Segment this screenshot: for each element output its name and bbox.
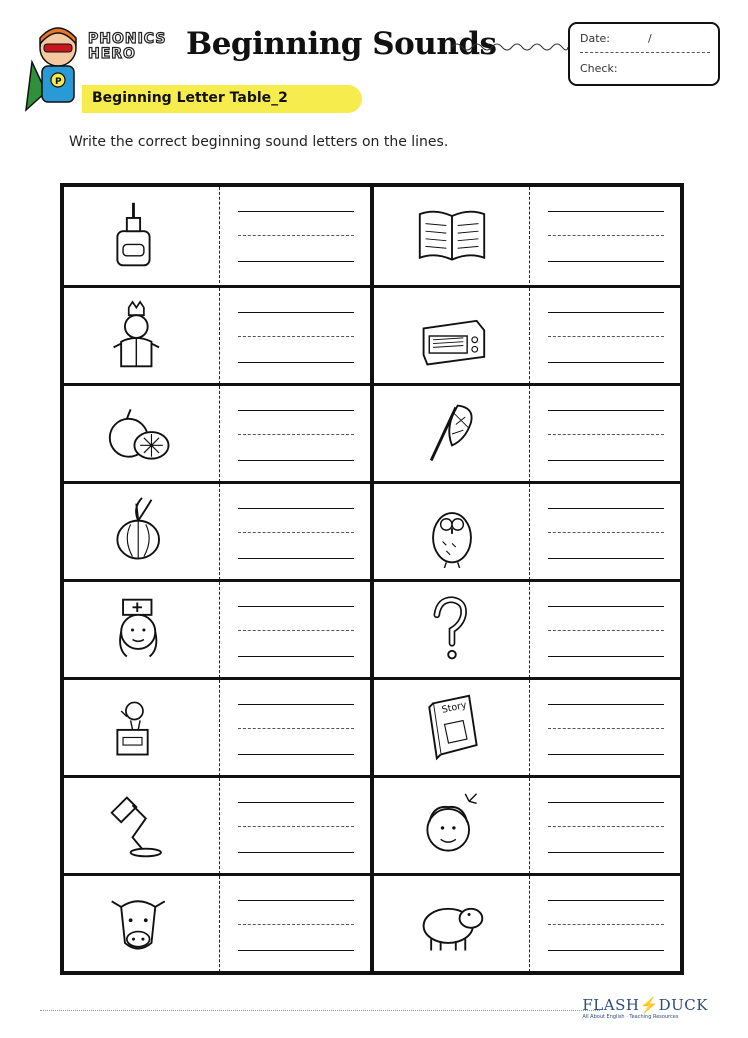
table-row-left-1 bbox=[64, 187, 370, 283]
table-row-right-4 bbox=[374, 481, 680, 577]
writing-line-bot bbox=[548, 261, 664, 262]
worksheet-header bbox=[0, 0, 748, 130]
writing-line-top bbox=[238, 508, 354, 509]
writing-line-top bbox=[548, 704, 664, 705]
footer-rule bbox=[40, 1010, 600, 1011]
writing-line-bot bbox=[548, 460, 664, 461]
butterfly-net-icon bbox=[412, 398, 492, 470]
writing-line-mid bbox=[238, 728, 354, 729]
table-row-right-7 bbox=[374, 775, 680, 871]
picture-cell bbox=[374, 386, 530, 482]
writing-line-mid bbox=[548, 336, 664, 337]
writing-line-bot bbox=[548, 754, 664, 755]
writing-line-top bbox=[238, 211, 354, 212]
date-row[interactable] bbox=[580, 32, 710, 53]
table-row-left-8 bbox=[64, 873, 370, 969]
writing-line-top bbox=[548, 410, 664, 411]
writing-line-bot bbox=[238, 754, 354, 755]
writing-line-top bbox=[238, 606, 354, 607]
nurse-icon bbox=[102, 594, 182, 666]
writing-line-mid bbox=[548, 235, 664, 236]
date-label: Date: bbox=[580, 32, 610, 45]
picture-cell bbox=[374, 876, 530, 972]
writing-line-top bbox=[238, 802, 354, 803]
picture-cell bbox=[64, 288, 220, 384]
logo-word-2: DUCK bbox=[658, 996, 708, 1014]
table-row-left-2 bbox=[64, 285, 370, 381]
left-column bbox=[64, 187, 370, 971]
table-row-left-3 bbox=[64, 383, 370, 479]
flashduck-logo bbox=[582, 996, 708, 1020]
picture-cell bbox=[64, 187, 220, 283]
desk-lamp-icon bbox=[102, 790, 182, 862]
writing-lines[interactable] bbox=[548, 502, 664, 562]
writing-lines[interactable] bbox=[238, 404, 354, 464]
toaster-oven-icon bbox=[412, 300, 492, 372]
phonics-hero-logo bbox=[88, 32, 180, 62]
picture-cell bbox=[374, 187, 530, 283]
hippo-icon bbox=[412, 888, 492, 960]
writing-lines[interactable] bbox=[238, 796, 354, 856]
table-row-right-5 bbox=[374, 579, 680, 675]
question-mark-icon bbox=[412, 594, 492, 666]
writing-lines[interactable] bbox=[548, 404, 664, 464]
writing-line-mid bbox=[238, 924, 354, 925]
writing-lines[interactable] bbox=[548, 698, 664, 758]
writing-lines[interactable] bbox=[548, 600, 664, 660]
picture-cell bbox=[374, 778, 530, 874]
svg-text:Story: Story bbox=[440, 699, 468, 716]
table-row-left-6 bbox=[64, 677, 370, 773]
date-separator: / bbox=[648, 32, 652, 45]
picture-cell bbox=[64, 386, 220, 482]
logo-tagline: All About English · Teaching Resources bbox=[582, 1014, 679, 1020]
writing-line-top bbox=[548, 508, 664, 509]
bolt-icon: ⚡ bbox=[639, 996, 659, 1014]
writing-line-mid bbox=[238, 532, 354, 533]
instruction-text: Write the correct beginning sound letters on the lines. bbox=[69, 134, 449, 150]
table-row-right-8 bbox=[374, 873, 680, 969]
table-row-right-3 bbox=[374, 383, 680, 479]
table-row-left-7 bbox=[64, 775, 370, 871]
writing-line-top bbox=[548, 900, 664, 901]
writing-line-top bbox=[238, 900, 354, 901]
writing-line-top bbox=[548, 312, 664, 313]
writing-line-top bbox=[238, 704, 354, 705]
writing-line-bot bbox=[238, 950, 354, 951]
writing-line-mid bbox=[548, 630, 664, 631]
picture-cell bbox=[374, 582, 530, 678]
storybook-icon bbox=[412, 692, 492, 764]
jack-in-the-box-icon bbox=[102, 692, 182, 764]
date-check-box bbox=[568, 22, 720, 86]
writing-line-top bbox=[548, 606, 664, 607]
picture-cell bbox=[64, 876, 220, 972]
table-row-left-5 bbox=[64, 579, 370, 675]
table-row-right-6 bbox=[374, 677, 680, 773]
picture-cell bbox=[374, 484, 530, 580]
logo-word-1: FLASH bbox=[582, 996, 640, 1014]
subtitle-banner bbox=[82, 85, 362, 113]
picture-cell bbox=[64, 484, 220, 580]
table-row-right-1 bbox=[374, 187, 680, 283]
decorative-squiggle bbox=[452, 40, 568, 54]
check-row[interactable] bbox=[580, 62, 710, 75]
writing-line-mid bbox=[548, 826, 664, 827]
writing-line-bot bbox=[548, 852, 664, 853]
picture-cell bbox=[64, 778, 220, 874]
face-icon bbox=[412, 790, 492, 862]
writing-line-mid bbox=[548, 532, 664, 533]
writing-line-mid bbox=[548, 924, 664, 925]
writing-lines[interactable] bbox=[238, 205, 354, 265]
writing-lines[interactable] bbox=[548, 796, 664, 856]
glue-bottle-icon bbox=[102, 199, 182, 271]
writing-line-bot bbox=[238, 852, 354, 853]
writing-line-mid bbox=[238, 434, 354, 435]
writing-lines[interactable] bbox=[238, 698, 354, 758]
writing-line-bot bbox=[548, 362, 664, 363]
writing-line-mid bbox=[238, 826, 354, 827]
writing-line-mid bbox=[548, 728, 664, 729]
writing-line-top bbox=[238, 312, 354, 313]
king-icon bbox=[102, 300, 182, 372]
open-book-icon bbox=[412, 199, 492, 271]
writing-line-bot bbox=[548, 656, 664, 657]
onion-icon bbox=[102, 496, 182, 568]
writing-line-bot bbox=[238, 362, 354, 363]
picture-cell bbox=[374, 680, 530, 776]
writing-line-mid bbox=[238, 336, 354, 337]
picture-cell bbox=[64, 582, 220, 678]
writing-line-top bbox=[548, 802, 664, 803]
brand-line-2: HERO bbox=[88, 46, 136, 62]
table-row-right-2 bbox=[374, 285, 680, 381]
writing-line-bot bbox=[548, 558, 664, 559]
brand-line-1: PHONICS bbox=[88, 31, 167, 47]
writing-lines[interactable] bbox=[548, 894, 664, 954]
writing-line-top bbox=[238, 410, 354, 411]
writing-lines[interactable] bbox=[238, 894, 354, 954]
letter-table bbox=[60, 183, 684, 975]
writing-lines[interactable] bbox=[238, 502, 354, 562]
writing-line-bot bbox=[238, 261, 354, 262]
svg-text:P: P bbox=[55, 77, 62, 87]
writing-line-bot bbox=[238, 558, 354, 559]
writing-line-bot bbox=[238, 656, 354, 657]
writing-lines[interactable] bbox=[238, 600, 354, 660]
orange-icon bbox=[102, 398, 182, 470]
check-label: Check: bbox=[580, 62, 618, 75]
writing-lines[interactable] bbox=[238, 306, 354, 366]
table-row-left-4 bbox=[64, 481, 370, 577]
cow-icon bbox=[102, 888, 182, 960]
writing-lines[interactable] bbox=[548, 306, 664, 366]
writing-line-bot bbox=[548, 950, 664, 951]
writing-line-mid bbox=[548, 434, 664, 435]
picture-cell bbox=[374, 288, 530, 384]
owl-icon bbox=[412, 496, 492, 568]
page-title: Beginning Sounds bbox=[186, 26, 497, 62]
writing-line-mid bbox=[238, 235, 354, 236]
picture-cell bbox=[64, 680, 220, 776]
right-column bbox=[374, 187, 680, 971]
writing-line-top bbox=[548, 211, 664, 212]
writing-line-bot bbox=[238, 460, 354, 461]
writing-line-mid bbox=[238, 630, 354, 631]
superhero-mascot-icon bbox=[24, 22, 86, 114]
subtitle: Beginning Letter Table_2 bbox=[92, 90, 288, 106]
writing-lines[interactable] bbox=[548, 205, 664, 265]
